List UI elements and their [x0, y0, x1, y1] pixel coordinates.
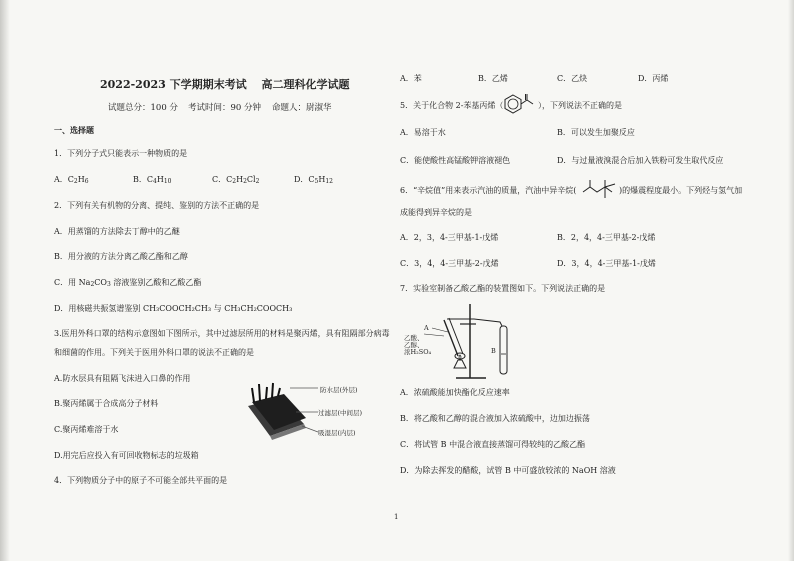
2-phenylpropene-structure: [502, 93, 538, 117]
q5-option-a: A．易溶于水: [400, 128, 446, 137]
mask-layer-outer-label: 防水层(外层): [320, 386, 358, 394]
mask-layer-inner-label: 吸湿层(内层): [318, 429, 356, 437]
q5-stem-part2: ），下列说法不正确的是: [538, 101, 622, 110]
total-score: 试题总分：100 分: [108, 103, 178, 113]
apparatus-label-b: B: [491, 347, 496, 355]
q7-option-c: C．将试管 B 中混合液直接蒸馏可得较纯的乙酸乙酯: [400, 440, 586, 449]
q4-stem: 4．下列物质分子中的原子不可能全部共平面的是: [54, 476, 228, 485]
q2-option-c: C．用 Na2CO3 溶液鉴别乙酸和乙酸乙酯: [54, 278, 202, 288]
q5-option-c: C．能使酸性高锰酸钾溶液褪色: [400, 156, 511, 165]
q6-option-a: A．2，3，4-三甲基-1-戊烯: [400, 233, 499, 242]
q2-stem: 2．下列有关有机物的分离、提纯、鉴别的方法不正确的是: [54, 201, 260, 210]
question-author: 命题人：尉淑华: [272, 103, 332, 113]
q6-option-b: B．2，4，4-三甲基-2-戊烯: [557, 233, 656, 242]
apparatus-label-acid: 浓H₂SO₄: [404, 348, 432, 356]
q6-option-d: D．3，4，4-三甲基-1-戊烯: [557, 259, 656, 268]
apparatus-label-acetic: 乙酸、: [404, 334, 424, 342]
q3-stem-line2: 和细菌的作用。下列关于医用外科口罩的说法不正确的是: [54, 348, 254, 357]
q7-option-b: B．将乙酸和乙醇的混合液加入浓硫酸中，边加边振荡: [400, 414, 590, 423]
q5-option-b: B．可以发生加聚反应: [557, 128, 635, 137]
q3-option-a: A.防水层具有阻隔飞沫进入口鼻的作用: [54, 374, 191, 383]
isooctane-structure: [581, 178, 619, 202]
q1-option-a: A．C2H6: [54, 175, 89, 185]
q5-option-d: D．与过量液溴混合后加入铁粉可发生取代反应: [557, 156, 724, 165]
q6-stem-part1: 6．“辛烷值”用来表示汽油的质量，汽油中异辛烷(: [400, 186, 577, 195]
exam-time: 考试时间：90 分钟: [188, 103, 262, 113]
q3-option-d: D.用完后应投入有可回收物标志的垃圾箱: [54, 451, 199, 460]
q4-option-c: C．乙炔: [557, 74, 588, 83]
q7-option-d: D．为除去挥发的醋酸，试管 B 中可盛放较浓的 NaOH 溶液: [400, 466, 616, 475]
mask-diagram: [240, 378, 320, 440]
q6-stem-line2: 成能得到异辛烷的是: [400, 208, 472, 217]
scan-edge-shadow: [0, 0, 10, 561]
scan-edge-shadow-right: [788, 0, 794, 561]
q4-option-a: A．苯: [400, 74, 422, 83]
q3-option-b: B.聚丙烯属于合成高分子材料: [54, 399, 159, 408]
q2-option-d: D．用核磁共振氢谱鉴别 CH₃COOCH₂CH₃ 与 CH₃CH₂COOCH₃: [54, 304, 293, 313]
q6-stem-part2: )的爆震程度最小。下列烃与氢气加: [619, 186, 743, 195]
page-number: 1: [394, 513, 399, 521]
section-heading: 一、选择题: [54, 125, 94, 135]
q4-option-d: D．丙烯: [638, 74, 669, 83]
exam-title: 2022-2023 下学期期末考试 高二理科化学试题: [100, 78, 350, 91]
apparatus-label-ethanol: 乙醇、: [404, 341, 424, 349]
q1-option-d: D．C5H12: [294, 175, 333, 185]
q4-option-b: B．乙烯: [478, 74, 508, 83]
mask-layer-middle-label: 过滤层(中间层): [318, 409, 363, 417]
q6-option-c: C．3，4，4-三甲基-2-戊烯: [400, 259, 499, 268]
q1-stem: 1．下列分子式只能表示一种物质的是: [54, 149, 188, 158]
q5-stem-part1: 5．关于化合物 2-苯基丙烯（: [400, 101, 504, 110]
q2-option-a: A．用蒸馏的方法除去丁醇中的乙醚: [54, 227, 180, 236]
q7-option-a: A．浓硫酸能加快酯化反应速率: [400, 388, 510, 397]
q3-option-c: C.聚丙烯难溶于水: [54, 425, 119, 434]
q7-stem: 7．实验室制备乙酸乙酯的装置图如下。下列说法正确的是: [400, 284, 606, 293]
apparatus-label-a: A: [424, 324, 429, 332]
q3-stem-line1: 3.医用外科口罩的结构示意图如下图所示，其中过滤层所用的材料是聚丙烯，具有阻隔部分病毒: [54, 329, 390, 338]
q2-option-b: B．用分液的方法分离乙酸乙酯和乙醇: [54, 252, 188, 261]
q1-option-c: C．C2H2Cl2: [212, 175, 260, 185]
q1-option-b: B．C4H10: [133, 175, 172, 185]
